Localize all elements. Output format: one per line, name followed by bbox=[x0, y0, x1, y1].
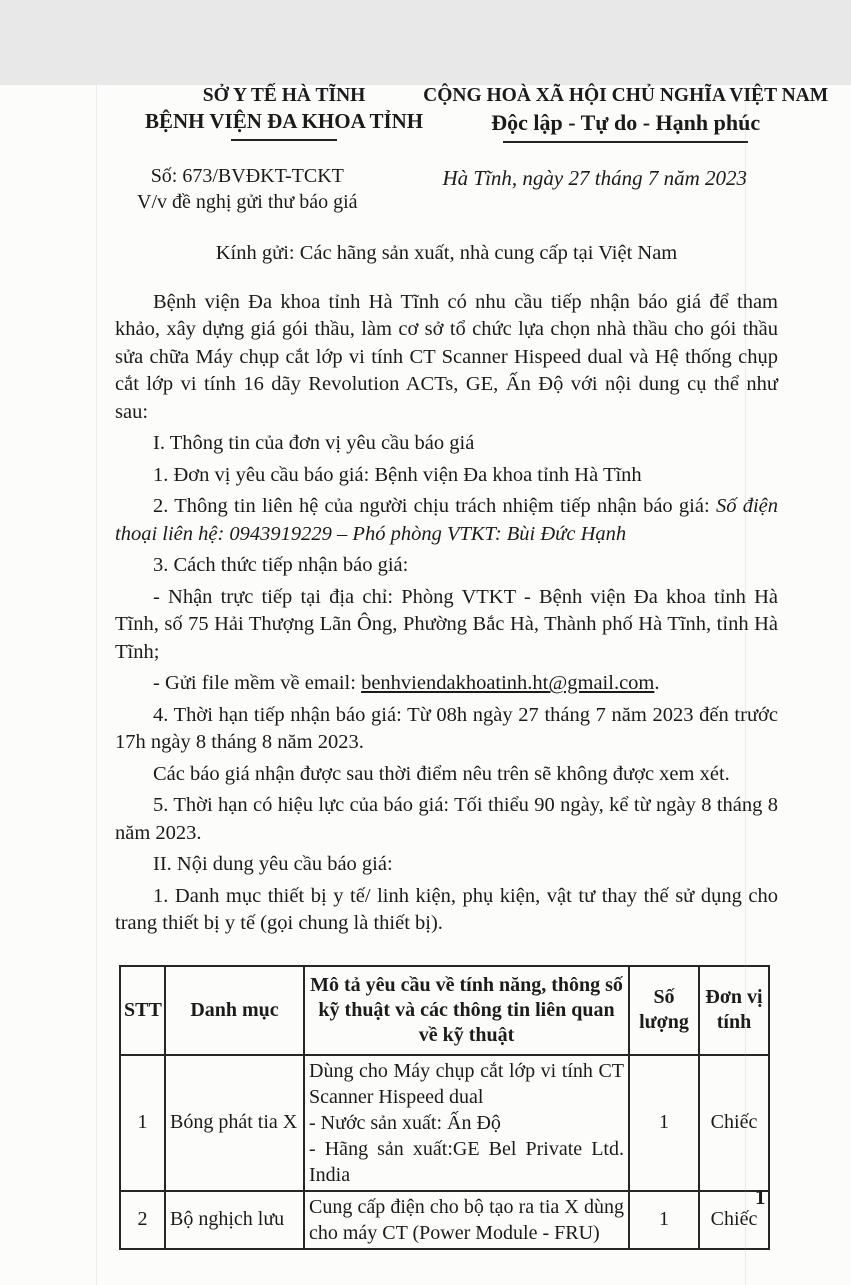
scan-fold-line bbox=[96, 85, 97, 1285]
stt-cell: 2 bbox=[120, 1191, 165, 1249]
item-1: 1. Đơn vị yêu cầu báo giá: Bệnh viện Đa khoa tỉnh Hà Tĩnh bbox=[153, 463, 642, 486]
header-stt: STT bbox=[120, 966, 165, 1055]
document-subject: V/v đề nghị gửi thư báo giá bbox=[137, 191, 358, 213]
description-line: - Nước sản xuất: Ấn Độ bbox=[309, 1111, 501, 1134]
issuing-org-block bbox=[145, 85, 423, 143]
unit-cell: Chiếc bbox=[699, 1055, 769, 1191]
scanned-document-page bbox=[0, 85, 851, 1285]
header-unit: Đơn vị tính bbox=[699, 966, 769, 1055]
national-title: CỘNG HOÀ XÃ HỘI CHỦ NGHĨA VIỆT NAM bbox=[423, 85, 829, 106]
header-description: Mô tả yêu cầu về tính năng, thông số kỹ thuật và các thông tin liên quan về kỹ thuật bbox=[304, 966, 629, 1055]
equipment-table bbox=[119, 965, 770, 1250]
quantity-cell: 1 bbox=[629, 1191, 699, 1249]
item-4-note: Các báo giá nhận được sau thời điểm nêu trên sẽ không được xem xét. bbox=[153, 762, 730, 785]
org-underline bbox=[231, 139, 337, 141]
scan-fold-line bbox=[745, 85, 746, 1285]
stt-cell: 1 bbox=[120, 1055, 165, 1191]
document-header bbox=[145, 85, 829, 143]
section-1-title: I. Thông tin của đơn vị yêu cầu báo giá bbox=[153, 432, 475, 454]
item-2 bbox=[115, 493, 778, 548]
item-3b-email-line bbox=[115, 670, 778, 698]
item-5-validity: 5. Thời hạn có hiệu lực của báo giá: Tối thiểu 90 ngày, kể từ ngày 8 tháng 8 năm 2023. bbox=[115, 794, 778, 844]
item-2-contact-info: Số điện thoại liên hệ: 0943919229 – Phó phòng VTKT: Bùi Đức Hạnh bbox=[115, 495, 778, 545]
header-quantity: Số lượng bbox=[629, 966, 699, 1055]
place-and-date: Hà Tĩnh, ngày 27 tháng 7 năm 2023 bbox=[442, 166, 747, 190]
motto-underline bbox=[503, 141, 748, 143]
item-2-text: 2. Thông tin liên hệ của người chịu trách nhiệm tiếp nhận báo giá: bbox=[153, 495, 716, 517]
item-name-cell: Bộ nghịch lưu bbox=[165, 1191, 304, 1249]
description-cell bbox=[304, 1055, 629, 1191]
reference-row bbox=[137, 165, 747, 214]
unit-cell: Chiếc bbox=[699, 1191, 769, 1249]
item-name-cell: Bóng phát tia X bbox=[165, 1055, 304, 1191]
table-header-row bbox=[120, 966, 769, 1055]
email-address: benhviendakhoatinh.ht@gmail.com bbox=[361, 672, 655, 694]
national-motto: Độc lập - Tự do - Hạnh phúc bbox=[491, 110, 761, 135]
item-3: 3. Cách thức tiếp nhận báo giá: bbox=[153, 554, 409, 576]
document-body bbox=[115, 240, 778, 1250]
org-parent-name: SỞ Y TẾ HÀ TĨNH bbox=[202, 85, 366, 106]
org-name: BỆNH VIỆN ĐA KHOA TỈNH bbox=[145, 109, 424, 133]
intro-paragraph: Bệnh viện Đa khoa tỉnh Hà Tĩnh có nhu cầu tiếp nhận báo giá để tham khảo, xây dựng giá gói thầu, làm cơ sở tổ chức lựa chọn nhà thầu cho gói thầu sửa chữa Máy chụp cắt lớp vi tính CT Scanner Hispeed dual và Hệ thống chụp cắt lớp vi tính 16 dãy Revolution ACTs, GE, Ấn Độ với nội dung cụ thể như sau: bbox=[115, 290, 778, 423]
quantity-cell: 1 bbox=[629, 1055, 699, 1191]
table-row bbox=[120, 1191, 769, 1249]
national-motto-block bbox=[423, 85, 828, 143]
item-3b-text: - Gửi file mềm về email: bbox=[153, 672, 362, 694]
item-3b-period: . bbox=[654, 672, 660, 694]
page-number: 1 bbox=[755, 1185, 766, 1209]
item-4-deadline: 4. Thời hạn tiếp nhận báo giá: Từ 08h ngày 27 tháng 7 năm 2023 đến trước 17h ngày 8 tháng 8 năm 2023. bbox=[115, 703, 778, 753]
document-number: Số: 673/BVĐKT-TCKT bbox=[150, 165, 344, 187]
description-line: - Hãng sản xuất:GE Bel Private Ltd. India bbox=[309, 1137, 624, 1186]
section-2-item-1: 1. Danh mục thiết bị y tế/ linh kiện, phụ kiện, vật tư thay thế sử dụng cho trang thiết bị y tế (gọi chung là thiết bị). bbox=[115, 884, 778, 934]
table-row bbox=[120, 1055, 769, 1191]
item-3a-address: - Nhận trực tiếp tại địa chỉ: Phòng VTKT - Bệnh viện Đa khoa tỉnh Hà Tĩnh, số 75 Hải Thượng Lãn Ông, Phường Bắc Hà, Thành phố Hà Tĩnh, tỉnh Hà Tĩnh; bbox=[115, 585, 778, 663]
description-line: Dùng cho Máy chụp cắt lớp vi tính CT Scanner Hispeed dual bbox=[309, 1059, 624, 1108]
table-body bbox=[120, 1055, 769, 1249]
section-2-title: II. Nội dung yêu cầu báo giá: bbox=[153, 853, 393, 875]
reference-block bbox=[137, 165, 358, 214]
header-item-name: Danh mục bbox=[165, 966, 304, 1055]
description-line: Cung cấp điện cho bộ tạo ra tia X dùng cho máy CT (Power Module - FRU) bbox=[309, 1195, 624, 1244]
salutation-line: Kính gửi: Các hãng sản xuất, nhà cung cấp tại Việt Nam bbox=[215, 242, 678, 264]
description-cell bbox=[304, 1191, 629, 1249]
